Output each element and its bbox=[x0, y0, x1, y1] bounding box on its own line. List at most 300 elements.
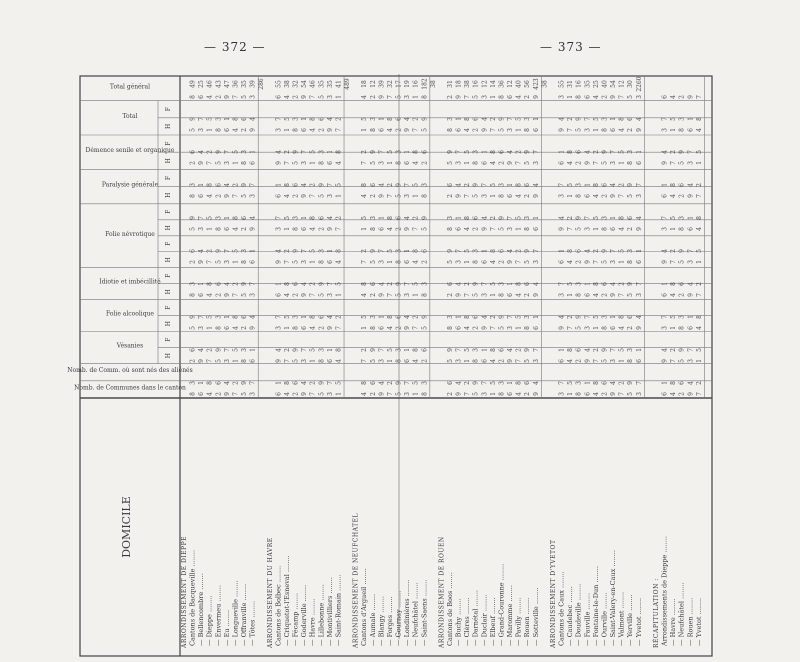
cell-value: 1 bbox=[489, 392, 497, 396]
total-general-value: 31 bbox=[447, 80, 455, 88]
cell-value: 2 bbox=[567, 216, 575, 220]
cell-value: 9 bbox=[558, 128, 566, 132]
cell-value: 2 bbox=[464, 381, 472, 385]
cell-value: 7 bbox=[386, 95, 394, 99]
canton-label: — Dieppe ........ bbox=[205, 595, 214, 646]
cell-value: 6 bbox=[601, 183, 609, 187]
total-general-value: 35 bbox=[326, 80, 334, 88]
cell-value: 7 bbox=[489, 128, 497, 132]
cell-value: 8 bbox=[412, 249, 420, 253]
cell-value: 6 bbox=[326, 161, 334, 165]
cell-value: 3 bbox=[455, 260, 463, 264]
header-paralysie: Paralysie générale bbox=[101, 181, 159, 189]
total-general-value: 14 bbox=[489, 80, 497, 88]
cell-value: 7 bbox=[309, 194, 317, 198]
cell-value: 9 bbox=[481, 128, 489, 132]
total-general-value: 47 bbox=[223, 80, 231, 88]
cell-value: 8 bbox=[678, 227, 686, 231]
cell-value: 9 bbox=[498, 315, 506, 319]
cell-value: 3 bbox=[189, 183, 197, 187]
header-folie-alcoolique: Folie alcoolique bbox=[106, 310, 154, 318]
cell-value: 5 bbox=[489, 381, 497, 385]
cell-value: 8 bbox=[189, 392, 197, 396]
cell-value: 2 bbox=[524, 293, 532, 297]
cell-value: 4 bbox=[515, 392, 523, 396]
cell-value: 1 bbox=[206, 326, 214, 330]
cell-value: 9 bbox=[447, 348, 455, 352]
cell-value: 8 bbox=[215, 326, 223, 330]
cell-value: 5 bbox=[524, 161, 532, 165]
cell-value: 7 bbox=[481, 381, 489, 385]
cell-value: 4 bbox=[361, 293, 369, 297]
cell-value: 8 bbox=[421, 293, 429, 297]
cell-value: 9 bbox=[395, 282, 403, 286]
cell-value: 5 bbox=[618, 348, 626, 352]
total-general-value: 55 bbox=[275, 80, 283, 88]
cell-value: 9 bbox=[447, 150, 455, 154]
cell-value: 9 bbox=[472, 183, 480, 187]
cell-value: 6 bbox=[378, 326, 386, 330]
cell-value: 2 bbox=[335, 117, 343, 121]
cell-value: 8 bbox=[592, 381, 600, 385]
cell-value: 1 bbox=[695, 161, 703, 165]
cell-value: 7 bbox=[515, 161, 523, 165]
cell-value: 7 bbox=[361, 260, 369, 264]
cell-value: 8 bbox=[695, 315, 703, 319]
cell-value: 9 bbox=[249, 326, 257, 330]
cell-value: 7 bbox=[464, 293, 472, 297]
header-total-general: Total général bbox=[109, 83, 151, 91]
total-general-value: 39 bbox=[249, 80, 257, 88]
cell-value: 3 bbox=[627, 150, 635, 154]
cell-value: 5 bbox=[695, 150, 703, 154]
cell-value: 3 bbox=[678, 117, 686, 121]
cell-value: 8 bbox=[309, 216, 317, 220]
cell-value: 6 bbox=[301, 227, 309, 231]
cell-value: 4 bbox=[584, 348, 592, 352]
cell-value: 2 bbox=[678, 194, 686, 198]
cell-value: 1 bbox=[464, 161, 472, 165]
cell-value: 5 bbox=[309, 150, 317, 154]
cell-value: 5 bbox=[395, 194, 403, 198]
cell-value: 7 bbox=[386, 194, 394, 198]
cell-value: 9 bbox=[627, 282, 635, 286]
cell-value: 7 bbox=[386, 392, 394, 396]
cell-value: 8 bbox=[335, 150, 343, 154]
cell-value: 9 bbox=[223, 95, 231, 99]
cell-value: 1 bbox=[687, 117, 695, 121]
cell-value: 4 bbox=[687, 282, 695, 286]
cell-value: 3 bbox=[678, 216, 686, 220]
cell-value: 8 bbox=[283, 183, 291, 187]
cell-value: 3 bbox=[215, 117, 223, 121]
cell-value: 8 bbox=[386, 315, 394, 319]
cell-value: 7 bbox=[283, 359, 291, 363]
cell-value: 7 bbox=[507, 117, 515, 121]
cell-value: 7 bbox=[464, 392, 472, 396]
canton-label: — Rouen ........ bbox=[686, 597, 695, 646]
cell-value: 9 bbox=[635, 227, 643, 231]
cell-value: 3 bbox=[472, 249, 480, 253]
cell-value: 3 bbox=[627, 249, 635, 253]
cell-value: 3 bbox=[275, 227, 283, 231]
cell-value: 7 bbox=[412, 227, 420, 231]
cell-value: 9 bbox=[447, 249, 455, 253]
cell-value: 8 bbox=[489, 348, 497, 352]
cell-value: 9 bbox=[223, 293, 231, 297]
cell-value: 5 bbox=[627, 194, 635, 198]
cell-value: 8 bbox=[567, 348, 575, 352]
sub-f-paralysie: F bbox=[165, 175, 172, 181]
cell-value: 2 bbox=[618, 282, 626, 286]
cell-value: 8 bbox=[309, 117, 317, 121]
cell-value: 5 bbox=[361, 117, 369, 121]
cell-value: 9 bbox=[189, 315, 197, 319]
cell-value: 1 bbox=[326, 249, 334, 253]
cell-value: 7 bbox=[464, 95, 472, 99]
cell-value: 3 bbox=[532, 359, 540, 363]
cell-value: 8 bbox=[189, 194, 197, 198]
cell-value: 6 bbox=[661, 194, 669, 198]
total-general-value: 18 bbox=[455, 80, 463, 88]
canton-label: — Sotteville ........ bbox=[531, 587, 540, 646]
cell-value: 2 bbox=[335, 315, 343, 319]
header-folie-nevrotique: Folie névrotique bbox=[105, 230, 155, 238]
cell-value: 5 bbox=[447, 359, 455, 363]
cell-value: 7 bbox=[232, 293, 240, 297]
cell-value: 5 bbox=[464, 348, 472, 352]
cell-value: 7 bbox=[232, 194, 240, 198]
cell-value: 2 bbox=[489, 117, 497, 121]
cell-value: 8 bbox=[627, 161, 635, 165]
cell-value: 5 bbox=[241, 95, 249, 99]
cell-value: 7 bbox=[687, 249, 695, 253]
canton-label: Cantons de Bacqueville ........ bbox=[188, 549, 197, 646]
cell-value: 6 bbox=[635, 359, 643, 363]
cell-value: 2 bbox=[335, 216, 343, 220]
cell-value: 6 bbox=[455, 326, 463, 330]
cell-value: 4 bbox=[198, 150, 206, 154]
cell-value: 9 bbox=[189, 117, 197, 121]
cell-value: 5 bbox=[618, 150, 626, 154]
cell-value: 2 bbox=[489, 216, 497, 220]
cell-value: 3 bbox=[575, 183, 583, 187]
cell-value: 1 bbox=[532, 315, 540, 319]
cell-value: 2 bbox=[524, 194, 532, 198]
cell-value: 2 bbox=[498, 161, 506, 165]
section-total: 489 bbox=[344, 78, 352, 90]
cell-value: 6 bbox=[369, 381, 377, 385]
cell-value: 8 bbox=[601, 326, 609, 330]
cell-value: 7 bbox=[404, 282, 412, 286]
cell-value: 3 bbox=[421, 183, 429, 187]
cell-value: 8 bbox=[241, 359, 249, 363]
cell-value: 5 bbox=[318, 194, 326, 198]
cell-value: 6 bbox=[558, 260, 566, 264]
cell-value: 2 bbox=[369, 194, 377, 198]
sub-f-folie_alcoolique: F bbox=[165, 305, 172, 310]
cell-value: 5 bbox=[575, 326, 583, 330]
sub-h-vesanies: H bbox=[165, 352, 172, 359]
cell-value: 1 bbox=[223, 315, 231, 319]
cell-value: 8 bbox=[421, 95, 429, 99]
canton-label: — Forges ........ bbox=[385, 596, 394, 646]
cell-value: 9 bbox=[507, 260, 515, 264]
canton-label: — Tôtes ........ bbox=[248, 601, 257, 646]
cell-value: 7 bbox=[592, 359, 600, 363]
cell-value: 4 bbox=[455, 282, 463, 286]
cell-value: 7 bbox=[283, 260, 291, 264]
total-general-value: 31 bbox=[567, 80, 575, 88]
cell-value: 4 bbox=[695, 326, 703, 330]
cell-value: 9 bbox=[661, 161, 669, 165]
cell-value: 5 bbox=[335, 282, 343, 286]
cell-value: 8 bbox=[567, 150, 575, 154]
header-total: Total bbox=[122, 112, 138, 120]
cell-value: 5 bbox=[498, 128, 506, 132]
cell-value: 4 bbox=[206, 194, 214, 198]
cell-value: 7 bbox=[661, 117, 669, 121]
cell-value: 9 bbox=[558, 227, 566, 231]
cell-value: 7 bbox=[695, 194, 703, 198]
cell-value: 3 bbox=[223, 161, 231, 165]
cell-value: 9 bbox=[421, 117, 429, 121]
cell-value: 1 bbox=[309, 260, 317, 264]
cell-value: 9 bbox=[215, 150, 223, 154]
cell-value: 8 bbox=[386, 117, 394, 121]
cell-value: 5 bbox=[601, 260, 609, 264]
cell-value: 4 bbox=[378, 381, 386, 385]
cell-value: 4 bbox=[386, 128, 394, 132]
canton-label: — Havre ........ bbox=[308, 598, 317, 646]
cell-value: 1 bbox=[661, 282, 669, 286]
cell-value: 3 bbox=[249, 392, 257, 396]
cell-value: 8 bbox=[575, 194, 583, 198]
cell-value: 7 bbox=[635, 183, 643, 187]
cell-value: 7 bbox=[223, 150, 231, 154]
cell-value: 3 bbox=[601, 315, 609, 319]
cell-value: 6 bbox=[635, 260, 643, 264]
cell-value: 2 bbox=[524, 392, 532, 396]
cell-value: 9 bbox=[678, 249, 686, 253]
cell-value: 8 bbox=[241, 161, 249, 165]
cell-value: 3 bbox=[610, 359, 618, 363]
cell-value: 6 bbox=[318, 216, 326, 220]
cell-value: 1 bbox=[378, 117, 386, 121]
cell-value: 6 bbox=[687, 227, 695, 231]
cell-value: 2 bbox=[215, 392, 223, 396]
total-general-value: 40 bbox=[515, 80, 523, 88]
cell-value: 6 bbox=[215, 183, 223, 187]
cell-value: 4 bbox=[301, 381, 309, 385]
cell-value: 6 bbox=[301, 326, 309, 330]
cell-value: 5 bbox=[575, 227, 583, 231]
cell-value: 7 bbox=[198, 315, 206, 319]
cell-value: 6 bbox=[601, 381, 609, 385]
cell-value: 2 bbox=[515, 150, 523, 154]
canton-label: — Yvetot ........ bbox=[694, 597, 703, 646]
cell-value: 5 bbox=[241, 392, 249, 396]
cell-value: 4 bbox=[206, 392, 214, 396]
cell-value: 8 bbox=[206, 183, 214, 187]
cell-value: 9 bbox=[507, 359, 515, 363]
cell-value: 4 bbox=[361, 95, 369, 99]
cell-value: 5 bbox=[386, 150, 394, 154]
cell-value: 1 bbox=[558, 348, 566, 352]
cell-value: 3 bbox=[378, 161, 386, 165]
cell-value: 6 bbox=[198, 194, 206, 198]
cell-value: 5 bbox=[489, 183, 497, 187]
cell-value: 4 bbox=[610, 381, 618, 385]
cell-value: 9 bbox=[378, 194, 386, 198]
cell-value: 4 bbox=[635, 315, 643, 319]
cell-value: 3 bbox=[301, 260, 309, 264]
cell-value: 5 bbox=[627, 293, 635, 297]
cell-value: 4 bbox=[507, 348, 515, 352]
cell-value: 7 bbox=[670, 161, 678, 165]
cell-value: 6 bbox=[524, 282, 532, 286]
cell-value: 4 bbox=[464, 128, 472, 132]
cell-value: 4 bbox=[223, 183, 231, 187]
cell-value: 6 bbox=[395, 117, 403, 121]
cell-value: 8 bbox=[318, 260, 326, 264]
cell-value: 2 bbox=[447, 95, 455, 99]
cell-value: 1 bbox=[198, 381, 206, 385]
cell-value: 9 bbox=[481, 326, 489, 330]
cell-value: 3 bbox=[498, 183, 506, 187]
cell-value: 1 bbox=[567, 95, 575, 99]
cell-value: 3 bbox=[575, 381, 583, 385]
cell-value: 3 bbox=[395, 348, 403, 352]
cell-value: 8 bbox=[361, 282, 369, 286]
cell-value: 2 bbox=[309, 183, 317, 187]
cell-value: 7 bbox=[695, 392, 703, 396]
cell-value: 6 bbox=[524, 381, 532, 385]
cell-value: 3 bbox=[584, 227, 592, 231]
cell-value: 9 bbox=[627, 183, 635, 187]
cell-value: 7 bbox=[515, 359, 523, 363]
cell-value: 9 bbox=[241, 282, 249, 286]
cell-value: 3 bbox=[223, 359, 231, 363]
total-general-value: 16 bbox=[575, 80, 583, 88]
cell-value: 1 bbox=[507, 282, 515, 286]
cell-value: 1 bbox=[610, 117, 618, 121]
cell-value: 5 bbox=[189, 326, 197, 330]
cell-value: 5 bbox=[627, 95, 635, 99]
cell-value: 4 bbox=[326, 216, 334, 220]
cell-value: 3 bbox=[507, 227, 515, 231]
cell-value: 4 bbox=[309, 128, 317, 132]
cell-value: 3 bbox=[661, 326, 669, 330]
canton-label: — Ourville ........ bbox=[600, 592, 609, 646]
total-general-value: 36 bbox=[498, 80, 506, 88]
cell-value: 9 bbox=[378, 95, 386, 99]
cell-value: 9 bbox=[369, 348, 377, 352]
cell-value: 6 bbox=[584, 95, 592, 99]
cell-value: 9 bbox=[301, 194, 309, 198]
cell-value: 5 bbox=[369, 260, 377, 264]
cell-value: 5 bbox=[369, 161, 377, 165]
cell-value: 7 bbox=[618, 392, 626, 396]
cell-value: 1 bbox=[567, 194, 575, 198]
cell-value: 9 bbox=[189, 216, 197, 220]
cell-value: 5 bbox=[292, 359, 300, 363]
cell-value: 4 bbox=[275, 348, 283, 352]
cell-value: 4 bbox=[404, 216, 412, 220]
cell-value: 6 bbox=[678, 381, 686, 385]
cell-value: 4 bbox=[455, 381, 463, 385]
cell-value: 3 bbox=[404, 293, 412, 297]
total-general-value: 32 bbox=[292, 80, 300, 88]
canton-label: — Darnétal ........ bbox=[471, 590, 480, 646]
cell-value: 1 bbox=[584, 282, 592, 286]
cell-value: 7 bbox=[378, 249, 386, 253]
cell-value: 7 bbox=[558, 282, 566, 286]
cell-value: 5 bbox=[232, 150, 240, 154]
cell-value: 1 bbox=[592, 128, 600, 132]
cell-value: 9 bbox=[326, 326, 334, 330]
cell-value: 1 bbox=[378, 315, 386, 319]
cell-value: 5 bbox=[369, 359, 377, 363]
canton-label: Cantons d'Argueil ........ bbox=[360, 568, 369, 646]
cell-value: 6 bbox=[507, 95, 515, 99]
cell-value: 9 bbox=[292, 249, 300, 253]
cell-value: 1 bbox=[301, 216, 309, 220]
cell-value: 9 bbox=[318, 381, 326, 385]
cell-value: 3 bbox=[610, 161, 618, 165]
cell-value: 9 bbox=[198, 359, 206, 363]
cell-value: 6 bbox=[198, 95, 206, 99]
cell-value: 6 bbox=[678, 282, 686, 286]
cell-value: 9 bbox=[378, 293, 386, 297]
cell-value: 5 bbox=[601, 359, 609, 363]
cell-value: 2 bbox=[395, 326, 403, 330]
cell-value: 7 bbox=[275, 315, 283, 319]
cell-value: 2 bbox=[189, 161, 197, 165]
cell-value: 6 bbox=[421, 249, 429, 253]
cell-value: 5 bbox=[524, 359, 532, 363]
cell-value: 5 bbox=[292, 260, 300, 264]
cell-value: 2 bbox=[292, 392, 300, 396]
cell-value: 4 bbox=[412, 359, 420, 363]
cell-value: 4 bbox=[567, 161, 575, 165]
cell-value: 9 bbox=[301, 293, 309, 297]
canton-label: — Montivilliers ........ bbox=[325, 577, 334, 646]
cell-value: 9 bbox=[601, 348, 609, 352]
cell-value: 6 bbox=[249, 260, 257, 264]
cell-value: 1 bbox=[412, 194, 420, 198]
cell-value: 2 bbox=[498, 359, 506, 363]
cell-value: 3 bbox=[447, 315, 455, 319]
sub-h-idiotie: H bbox=[165, 289, 172, 295]
cell-value: 8 bbox=[515, 183, 523, 187]
cell-value: 1 bbox=[532, 216, 540, 220]
cell-value: 3 bbox=[326, 293, 334, 297]
cell-value: 4 bbox=[567, 260, 575, 264]
cell-value: 4 bbox=[301, 282, 309, 286]
cell-value: 3 bbox=[241, 249, 249, 253]
canton-label: — Eu ........ bbox=[222, 609, 231, 646]
cell-value: 2 bbox=[361, 348, 369, 352]
cell-value: 7 bbox=[584, 216, 592, 220]
section-total: 38 bbox=[429, 80, 437, 88]
cell-value: 5 bbox=[695, 348, 703, 352]
cell-value: 5 bbox=[309, 249, 317, 253]
cell-value: 8 bbox=[592, 282, 600, 286]
cell-value: 4 bbox=[232, 227, 240, 231]
cell-value: 6 bbox=[241, 315, 249, 319]
cell-value: 6 bbox=[498, 348, 506, 352]
